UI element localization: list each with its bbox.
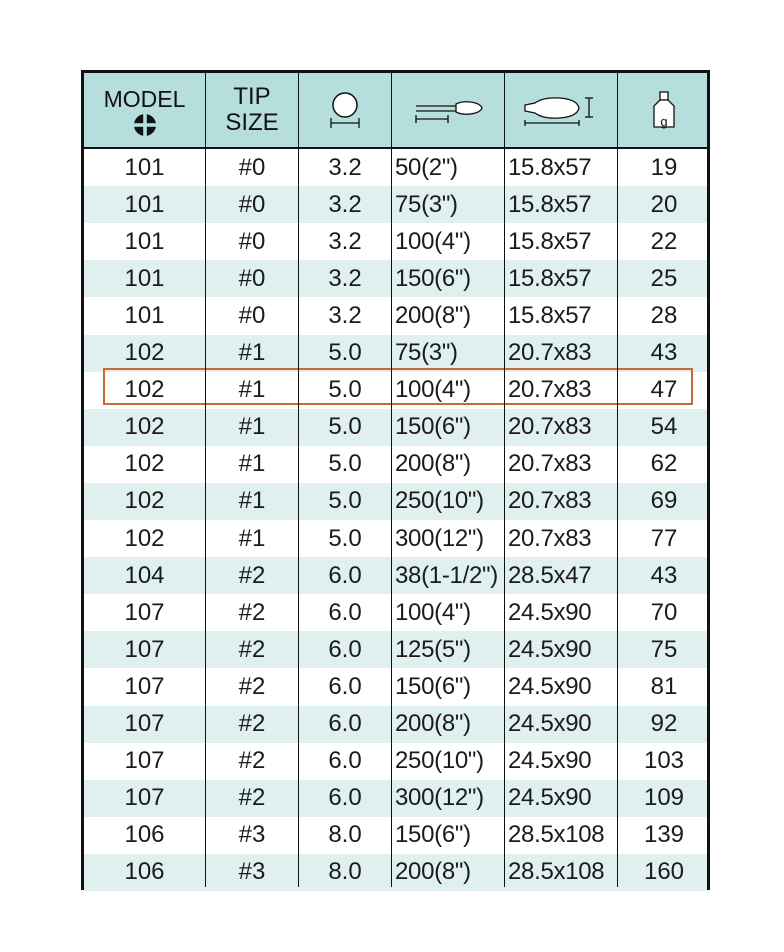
cell-diameter: 6.0 — [328, 784, 362, 812]
table-row — [84, 854, 707, 891]
cell-weight: 62 — [650, 450, 678, 478]
cell-diameter: 6.0 — [328, 598, 362, 626]
cell-model: 102 — [124, 413, 165, 441]
cell-model: 106 — [124, 821, 165, 849]
cell-blade-length: 150(6") — [395, 264, 471, 292]
cell-blade-length: 150(6") — [395, 821, 471, 849]
cell-diameter: 3.2 — [328, 264, 362, 292]
cell-tip-size: #0 — [238, 190, 266, 218]
header-tip-label: TIP — [233, 83, 271, 110]
cell-blade-length: 250(10") — [395, 487, 484, 515]
table-row — [84, 483, 707, 520]
cell-blade-length: 75(3") — [395, 190, 458, 218]
cell-tip-size: #1 — [238, 450, 266, 478]
cell-weight: 81 — [650, 672, 678, 700]
cell-diameter: 5.0 — [328, 450, 362, 478]
cell-handle-size: 20.7x83 — [508, 524, 592, 552]
cell-tip-size: #2 — [238, 710, 266, 738]
cell-model: 102 — [124, 524, 165, 552]
cell-blade-length: 150(6") — [395, 413, 471, 441]
cell-tip-size: #2 — [238, 784, 266, 812]
cell-handle-size: 24.5x90 — [508, 747, 592, 775]
cell-tip-size: #1 — [238, 339, 266, 367]
table-row — [84, 149, 707, 186]
table-row — [84, 260, 707, 297]
cell-blade-length: 100(4") — [395, 376, 471, 404]
cell-diameter: 5.0 — [328, 376, 362, 404]
cell-tip-size: #2 — [238, 561, 266, 589]
cell-blade-length: 200(8") — [395, 858, 471, 886]
cell-diameter: 6.0 — [328, 710, 362, 738]
cell-blade-length: 125(5") — [395, 635, 471, 663]
table-row — [84, 372, 707, 409]
cell-weight: 77 — [650, 524, 678, 552]
cell-handle-size: 24.5x90 — [508, 672, 592, 700]
cell-weight: 54 — [650, 413, 678, 441]
cell-tip-size: #0 — [238, 301, 266, 329]
cell-handle-size: 20.7x83 — [508, 413, 592, 441]
table-row — [84, 780, 707, 817]
cell-model: 107 — [124, 784, 165, 812]
cell-diameter: 6.0 — [328, 672, 362, 700]
cell-handle-size: 24.5x90 — [508, 635, 592, 663]
cell-diameter: 5.0 — [328, 339, 362, 367]
cell-handle-size: 28.5x108 — [508, 821, 605, 849]
cell-handle-size: 24.5x90 — [508, 784, 592, 812]
header-diameter — [299, 73, 391, 147]
cell-blade-length: 300(12") — [395, 524, 484, 552]
cell-blade-length: 300(12") — [395, 784, 484, 812]
cell-weight: 20 — [650, 190, 678, 218]
cell-model: 107 — [124, 635, 165, 663]
cell-blade-length: 38(1-1/2") — [395, 561, 498, 589]
table-row — [84, 557, 707, 594]
cell-model: 102 — [124, 376, 165, 404]
cell-model: 107 — [124, 672, 165, 700]
cell-model: 101 — [124, 301, 165, 329]
cell-blade-length: 150(6") — [395, 672, 471, 700]
cell-handle-size: 15.8x57 — [508, 227, 592, 255]
cell-blade-length: 200(8") — [395, 301, 471, 329]
handle-dimensions-icon — [519, 93, 603, 127]
cell-tip-size: #2 — [238, 598, 266, 626]
cell-diameter: 5.0 — [328, 524, 362, 552]
cell-handle-size: 15.8x57 — [508, 301, 592, 329]
cell-model: 102 — [124, 339, 165, 367]
cell-model: 107 — [124, 598, 165, 626]
table-row — [84, 335, 707, 372]
header-model — [84, 73, 205, 147]
cell-weight: 75 — [650, 635, 678, 663]
header-blade-length — [392, 73, 504, 147]
cell-diameter: 3.2 — [328, 153, 362, 181]
cell-weight: 43 — [650, 561, 678, 589]
table-row — [84, 297, 707, 334]
table-row — [84, 743, 707, 780]
cell-diameter: 6.0 — [328, 635, 362, 663]
header-size-label: SIZE — [225, 109, 279, 136]
cell-handle-size: 24.5x90 — [508, 598, 592, 626]
cell-diameter: 6.0 — [328, 561, 362, 589]
cell-weight: 109 — [643, 784, 685, 812]
cell-weight: 43 — [650, 339, 678, 367]
cell-handle-size: 28.5x47 — [508, 561, 592, 589]
cell-tip-size: #1 — [238, 524, 266, 552]
cell-handle-size: 20.7x83 — [508, 339, 592, 367]
phillips-cross-icon — [133, 113, 157, 137]
cell-handle-size: 15.8x57 — [508, 153, 592, 181]
cell-weight: 28 — [650, 301, 678, 329]
cell-weight: 19 — [650, 153, 678, 181]
header-tip-size — [206, 73, 298, 147]
cell-model: 107 — [124, 710, 165, 738]
table-body — [84, 149, 707, 887]
cell-blade-length: 100(4") — [395, 227, 471, 255]
table-row — [84, 223, 707, 260]
header-weight — [618, 73, 710, 147]
cell-model: 102 — [124, 487, 165, 515]
cell-weight: 25 — [650, 264, 678, 292]
table-row — [84, 594, 707, 631]
cell-tip-size: #3 — [238, 858, 266, 886]
cell-diameter: 8.0 — [328, 858, 362, 886]
cell-model: 104 — [124, 561, 165, 589]
table-row — [84, 186, 707, 223]
cell-tip-size: #1 — [238, 376, 266, 404]
cell-tip-size: #0 — [238, 227, 266, 255]
cell-blade-length: 75(3") — [395, 339, 458, 367]
cell-weight: 70 — [650, 598, 678, 626]
header-handle — [505, 73, 617, 147]
cell-diameter: 5.0 — [328, 413, 362, 441]
shaft-diameter-icon — [325, 90, 365, 130]
spec-table — [81, 70, 710, 890]
table-header — [84, 73, 707, 149]
cell-model: 102 — [124, 450, 165, 478]
cell-diameter: 8.0 — [328, 821, 362, 849]
cell-weight: 160 — [643, 858, 685, 886]
cell-tip-size: #2 — [238, 747, 266, 775]
cell-diameter: 3.2 — [328, 227, 362, 255]
table-row — [84, 631, 707, 668]
cell-handle-size: 28.5x108 — [508, 858, 605, 886]
cell-handle-size: 15.8x57 — [508, 190, 592, 218]
cell-weight: 47 — [650, 376, 678, 404]
cell-diameter: 6.0 — [328, 747, 362, 775]
cell-weight: 103 — [643, 747, 685, 775]
weight-unit: g — [660, 114, 668, 129]
table-row — [84, 446, 707, 483]
cell-blade-length: 250(10") — [395, 747, 484, 775]
table-row — [84, 520, 707, 557]
cell-tip-size: #1 — [238, 413, 266, 441]
cell-tip-size: #0 — [238, 264, 266, 292]
table-row — [84, 817, 707, 854]
cell-handle-size: 24.5x90 — [508, 710, 592, 738]
header-model-label: MODEL — [103, 85, 186, 112]
cell-blade-length: 200(8") — [395, 710, 471, 738]
cell-model: 101 — [124, 227, 165, 255]
cell-weight: 139 — [643, 821, 685, 849]
cell-model: 101 — [124, 264, 165, 292]
cell-handle-size: 20.7x83 — [508, 376, 592, 404]
cell-weight: 22 — [650, 227, 678, 255]
cell-diameter: 3.2 — [328, 301, 362, 329]
table-row — [84, 706, 707, 743]
cell-blade-length: 200(8") — [395, 450, 471, 478]
table-row — [84, 668, 707, 705]
cell-diameter: 3.2 — [328, 190, 362, 218]
cell-handle-size: 20.7x83 — [508, 450, 592, 478]
cell-handle-size: 15.8x57 — [508, 264, 592, 292]
cell-handle-size: 20.7x83 — [508, 487, 592, 515]
cell-model: 101 — [124, 190, 165, 218]
cell-tip-size: #1 — [238, 487, 266, 515]
cell-tip-size: #2 — [238, 635, 266, 663]
cell-model: 106 — [124, 858, 165, 886]
cell-diameter: 5.0 — [328, 487, 362, 515]
cell-tip-size: #0 — [238, 153, 266, 181]
cell-model: 101 — [124, 153, 165, 181]
cell-blade-length: 50(2") — [395, 153, 458, 181]
cell-weight: 92 — [650, 710, 678, 738]
blade-length-icon — [408, 95, 488, 125]
cell-weight: 69 — [650, 487, 678, 515]
cell-tip-size: #2 — [238, 672, 266, 700]
table-row — [84, 409, 707, 446]
cell-tip-size: #3 — [238, 821, 266, 849]
cell-blade-length: 100(4") — [395, 598, 471, 626]
cell-model: 107 — [124, 747, 165, 775]
